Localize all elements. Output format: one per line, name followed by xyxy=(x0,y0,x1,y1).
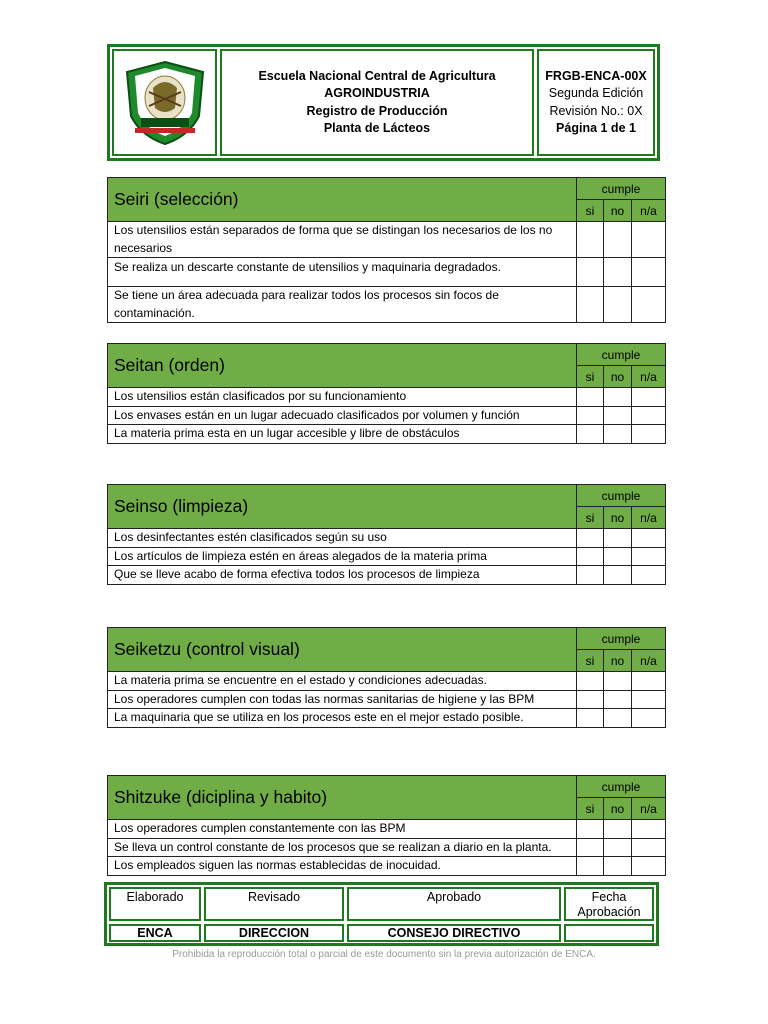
approval-value-fecha[interactable] xyxy=(564,924,654,942)
revision: Revisión No.: 0X xyxy=(549,103,643,118)
approval-value-elaborado[interactable]: ENCA xyxy=(109,924,201,942)
check-si[interactable] xyxy=(577,709,604,728)
check-na[interactable] xyxy=(632,547,666,566)
check-si[interactable] xyxy=(577,672,604,691)
approval-label-aprobado: Aprobado xyxy=(347,887,561,921)
col-si: si xyxy=(577,650,604,672)
document-code: FRGB-ENCA-00X xyxy=(545,68,647,83)
check-na[interactable] xyxy=(632,690,666,709)
check-no[interactable] xyxy=(604,838,632,857)
checklist-item: Los envases están en un lugar adecuado clasificados por volumen y función xyxy=(108,406,577,425)
col-no: no xyxy=(604,366,632,388)
section-seiri xyxy=(107,177,666,323)
check-si[interactable] xyxy=(577,690,604,709)
check-si[interactable] xyxy=(577,566,604,585)
check-na[interactable] xyxy=(632,857,666,876)
col-no: no xyxy=(604,507,632,529)
checklist-item: Que se lleve acabo de forma efectiva todos los procesos de limpieza xyxy=(108,566,577,585)
check-si[interactable] xyxy=(577,838,604,857)
logo-cell xyxy=(112,49,217,156)
check-no[interactable] xyxy=(604,566,632,585)
page-number: Página 1 de 1 xyxy=(556,121,636,135)
check-no[interactable] xyxy=(604,820,632,839)
check-no[interactable] xyxy=(604,425,632,444)
section-title: Seinso (limpieza) xyxy=(108,485,577,529)
check-no[interactable] xyxy=(604,690,632,709)
section-title: Shitzuke (diciplina y habito) xyxy=(108,776,577,820)
col-no: no xyxy=(604,200,632,222)
checklist-item: La materia prima esta en un lugar accesible y libre de obstáculos xyxy=(108,425,577,444)
check-no[interactable] xyxy=(604,222,632,258)
col-na: n/a xyxy=(632,366,666,388)
approval-value-aprobado[interactable]: CONSEJO DIRECTIVO xyxy=(347,924,561,942)
enca-logo-icon xyxy=(119,58,211,148)
checklist-item: Los utensilios están clasificados por su funcionamiento xyxy=(108,388,577,407)
checklist-item: Se realiza un descarte constante de utensilios y maquinaria degradados. xyxy=(108,258,577,287)
approval-label-fecha: Fecha Aprobación xyxy=(564,887,654,921)
approval-label-elaborado: Elaborado xyxy=(109,887,201,921)
register-name: Registro de Producción xyxy=(306,103,448,118)
checklist-item: Los operadores cumplen con todas las normas sanitarias de higiene y las BPM xyxy=(108,690,577,709)
section-seinso xyxy=(107,484,666,585)
checklist-item: Los artículos de limpieza estén en áreas alegados de la materia prima xyxy=(108,547,577,566)
edition: Segunda Edición xyxy=(548,86,644,100)
section-seitan xyxy=(107,343,666,444)
check-na[interactable] xyxy=(632,406,666,425)
check-si[interactable] xyxy=(577,287,604,323)
check-si[interactable] xyxy=(577,222,604,258)
col-na: n/a xyxy=(632,507,666,529)
check-na[interactable] xyxy=(632,222,666,258)
cumple-header: cumple xyxy=(577,178,666,200)
checklist-item: Se lleva un control constante de los procesos que se realizan a diario en la planta. xyxy=(108,838,577,857)
department-name: AGROINDUSTRIA xyxy=(324,86,430,100)
col-si: si xyxy=(577,798,604,820)
check-na[interactable] xyxy=(632,258,666,287)
check-na[interactable] xyxy=(632,820,666,839)
check-si[interactable] xyxy=(577,547,604,566)
plant-name: Planta de Lácteos xyxy=(323,121,431,135)
check-si[interactable] xyxy=(577,406,604,425)
section-title: Seitan (orden) xyxy=(108,344,577,388)
footnote: Prohibida la reproducción total o parcial de este documento sin la previa autorización de ENCA. xyxy=(172,949,596,960)
col-na: n/a xyxy=(632,650,666,672)
check-na[interactable] xyxy=(632,388,666,407)
checklist-item: Los utensilios están separados de forma que se distingan los necesarios de los no necesarios xyxy=(108,222,577,258)
check-na[interactable] xyxy=(632,287,666,323)
section-shitzuke xyxy=(107,775,666,876)
col-si: si xyxy=(577,507,604,529)
section-seiketzu xyxy=(107,627,666,728)
check-no[interactable] xyxy=(604,709,632,728)
check-si[interactable] xyxy=(577,258,604,287)
cumple-header: cumple xyxy=(577,344,666,366)
document-header xyxy=(107,44,660,161)
approval-value-revisado[interactable]: DIRECCION xyxy=(204,924,344,942)
col-na: n/a xyxy=(632,798,666,820)
check-no[interactable] xyxy=(604,388,632,407)
institution-name: Escuela Nacional Central de Agricultura xyxy=(258,68,496,83)
check-si[interactable] xyxy=(577,857,604,876)
check-no[interactable] xyxy=(604,857,632,876)
col-si: si xyxy=(577,200,604,222)
check-na[interactable] xyxy=(632,529,666,548)
col-no: no xyxy=(604,650,632,672)
cumple-header: cumple xyxy=(577,776,666,798)
check-si[interactable] xyxy=(577,820,604,839)
col-no: no xyxy=(604,798,632,820)
approval-label-revisado: Revisado xyxy=(204,887,344,921)
col-si: si xyxy=(577,366,604,388)
col-na: n/a xyxy=(632,200,666,222)
check-no[interactable] xyxy=(604,672,632,691)
check-na[interactable] xyxy=(632,709,666,728)
checklist-item: Los empleados siguen las normas establecidas de inocuidad. xyxy=(108,857,577,876)
check-no[interactable] xyxy=(604,529,632,548)
section-title: Seiri (selección) xyxy=(108,178,577,222)
check-no[interactable] xyxy=(604,287,632,323)
code-cell xyxy=(537,49,655,156)
cumple-header: cumple xyxy=(577,628,666,650)
check-na[interactable] xyxy=(632,838,666,857)
check-no[interactable] xyxy=(604,258,632,287)
checklist-item: Se tiene un área adecuada para realizar todos los procesos sin focos de contaminación. xyxy=(108,287,577,323)
check-no[interactable] xyxy=(604,406,632,425)
check-si[interactable] xyxy=(577,388,604,407)
check-na[interactable] xyxy=(632,672,666,691)
checklist-item: La materia prima se encuentre en el estado y condiciones adecuadas. xyxy=(108,672,577,691)
title-cell xyxy=(220,49,534,156)
check-na[interactable] xyxy=(632,566,666,585)
check-no[interactable] xyxy=(604,547,632,566)
checklist-item: Los desinfectantes estén clasificados según su uso xyxy=(108,529,577,548)
section-title: Seiketzu (control visual) xyxy=(108,628,577,672)
check-si[interactable] xyxy=(577,529,604,548)
cumple-header: cumple xyxy=(577,485,666,507)
approval-table xyxy=(104,882,659,946)
checklist-item: Los operadores cumplen constantemente con las BPM xyxy=(108,820,577,839)
checklist-item: La maquinaria que se utiliza en los procesos este en el mejor estado posible. xyxy=(108,709,577,728)
check-si[interactable] xyxy=(577,425,604,444)
check-na[interactable] xyxy=(632,425,666,444)
